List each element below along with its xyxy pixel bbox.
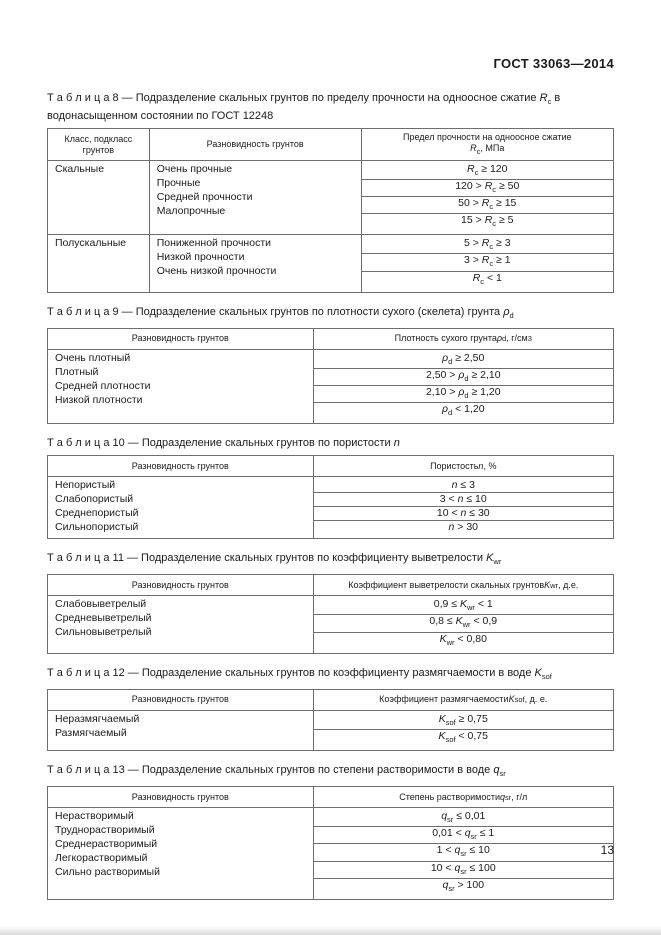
row-label: Среднепористый [55,507,139,520]
row-label: Легкорастворимый [55,852,148,865]
soil-class-label: Скальные [48,161,150,234]
page-number: 13 [600,843,614,857]
row-label: Низкой прочности [156,251,245,264]
soil-class-label: Полускальные [48,235,150,291]
row-value: n ≤ 3 [314,479,613,493]
row-label: Средней прочности [156,190,253,203]
table11-caption: Т а б л и ц а 11 — Подразделение скальных грунтов по коэффициенту выветрелости $K_{wr}$ [47,552,502,567]
row-value: 10 < n ≤ 30 [314,507,613,521]
table8-col-header-variety: Разновидность грунтов [150,129,362,160]
table8-group-rocky [48,161,613,235]
row-label: Нерастворимый [55,810,134,823]
table10-header-row [48,456,613,477]
row-value: $2,10 > \rho_d \ge 1,20$ [314,386,613,403]
table9-values [314,350,613,423]
row-label: Сильновыветрелый [55,626,152,639]
row-label: Прочные [156,176,201,189]
row-value: $q_{sr} > 100$ [442,878,485,893]
table8-col-header-value [362,129,613,160]
row-label: Малопрочные [156,204,226,217]
table13-col2-header: Степень растворимости q sr , г/л [399,791,528,802]
row-value: $0,9 \le K_{wr} < 1$ [314,598,613,615]
table11-col2-header: Коэффициент выветрелости скальных грунтов K wr , д.е. [348,579,579,590]
table12-caption: Т а б л и ц а 12 — Подразделение скальных грунтов по коэффициенту размягчаемости в воде $K_{sof}$ [47,666,552,681]
table11-body [48,596,613,652]
row-label: Средней плотности [55,379,151,392]
row-value: $\rho_d \ge 2,50$ [314,352,613,369]
row-label: Пониженной прочности [156,237,271,250]
row-value: $0,8 \le K_{wr} < 0,9$ [314,615,613,632]
table10-caption: Т а б л и ц а 10 — Подразделение скальных грунтов по пористости n [47,437,400,450]
table10-col2-header: Пористость n , % [430,460,497,471]
table8 [47,128,614,292]
table9-names [48,350,314,423]
table13 [47,786,614,899]
table9-body [48,350,613,423]
row-label: Размягчаемый [55,726,127,739]
row-label: Плотный [55,365,99,378]
row-value: $50 > R_c \ge 15$ [362,197,613,214]
table12-names [48,711,314,750]
row-value: $120 > R_c \ge 50$ [362,180,613,197]
table13-body [48,808,613,898]
table9-col2-header: Плотность сухого грунта ρ d , г/см 3 [394,333,532,344]
row-label: Сильно растворимый [55,866,160,879]
table10-body [48,477,613,538]
table8-group-semi-rocky-varieties [150,235,362,291]
table12-values [314,711,613,750]
table8-group-rocky-varieties [150,161,362,234]
row-value: $1 < q_{sr} \le 10$ [314,844,613,861]
table9-header-row [48,329,613,350]
table8-col-header-value-text: Предел прочности на одноосное сжатие $R_c$, МПа [402,132,572,156]
table13-header-row [48,787,613,808]
table10-values [314,477,613,538]
table11-values [314,596,613,652]
table8-group-semi-rocky-values [362,235,613,291]
table8-col-header-class: Класс, подкласс грунтов [48,129,150,160]
row-value: n > 30 [448,521,479,534]
row-value: $0,01 < q_{sr} \le 1$ [314,827,613,844]
row-label: Очень плотный [55,351,131,364]
scan-bottom-edge [0,926,661,935]
row-label: Сильнопористый [55,521,139,534]
row-value: $q_{sr} \le 0,01$ [314,810,613,827]
row-value: $2,50 > \rho_d \ge 2,10$ [314,369,613,386]
row-value: $15 > R_c \ge 5$ [461,214,514,229]
table11-names [48,596,314,652]
row-value: $10 < q_{sr} \le 100$ [314,862,613,879]
table9 [47,328,614,424]
table11 [47,574,614,653]
table10 [47,455,614,539]
table9-caption: Т а б л и ц а 9 — Подразделение скальных грунтов по плотности сухого (скелета) грунта $\rho_d$ [47,305,514,320]
table12-col2-header: Коэффициент размягчаемости K sof , д. е. [379,694,548,705]
table11-col1-header: Разновидность грунтов [48,575,314,595]
row-label: Очень низкой прочности [156,265,277,278]
table13-values [314,808,613,898]
table8-caption: Т а б л и ц а 8 — Подразделение скальных грунтов по пределу прочности на одноосное сжатие $R_c$ в водонасыщенном состоянии по ГОСТ 12248 [47,92,561,123]
row-value: $R_c < 1$ [472,271,502,286]
table13-col1-header: Разновидность грунтов [48,787,314,807]
row-value: $3 > R_c \ge 1$ [362,254,613,271]
row-value: $\rho_d < 1,20$ [441,403,485,418]
row-value: $5 > R_c \ge 3$ [362,237,613,254]
table8-group-semi-rocky [48,235,613,291]
table10-names [48,477,314,538]
standard-number-header: ГОСТ 33063—2014 [493,56,614,71]
row-label: Очень прочные [156,162,233,175]
row-label: Непористый [55,479,116,492]
row-value: 3 < n ≤ 10 [314,493,613,507]
table8-group-rocky-values [362,161,613,234]
row-label: Низкой плотности [55,393,143,406]
row-label: Среднерастворимый [55,838,158,851]
table13-names [48,808,314,898]
table12-col1-header: Разновидность грунтов [48,690,314,710]
row-value: $R_c \ge 120$ [362,163,613,180]
page-content [47,56,614,900]
row-value: $K_{sof} \ge 0,75$ [314,713,613,730]
row-label: Слабопористый [55,493,134,506]
table9-col1-header: Разновидность грунтов [48,329,314,349]
row-value: $K_{sof} < 0,75$ [438,729,488,745]
row-label: Слабовыветрелый [55,598,147,611]
table13-caption: Т а б л и ц а 13 — Подразделение скальных грунтов по степени растворимости в воде $q_{sr}$ [47,764,506,779]
table12-body [48,711,613,750]
row-value: $K_{wr} < 0,80$ [439,632,487,647]
row-label: Средневыветрелый [55,612,152,625]
row-label: Труднорастворимый [55,824,155,837]
table10-col1-header: Разновидность грунтов [48,456,314,476]
row-label: Неразмягчаемый [55,712,140,725]
table12-header-row [48,690,613,711]
table11-header-row [48,575,613,596]
table8-header-row [48,129,613,161]
table12 [47,689,614,751]
